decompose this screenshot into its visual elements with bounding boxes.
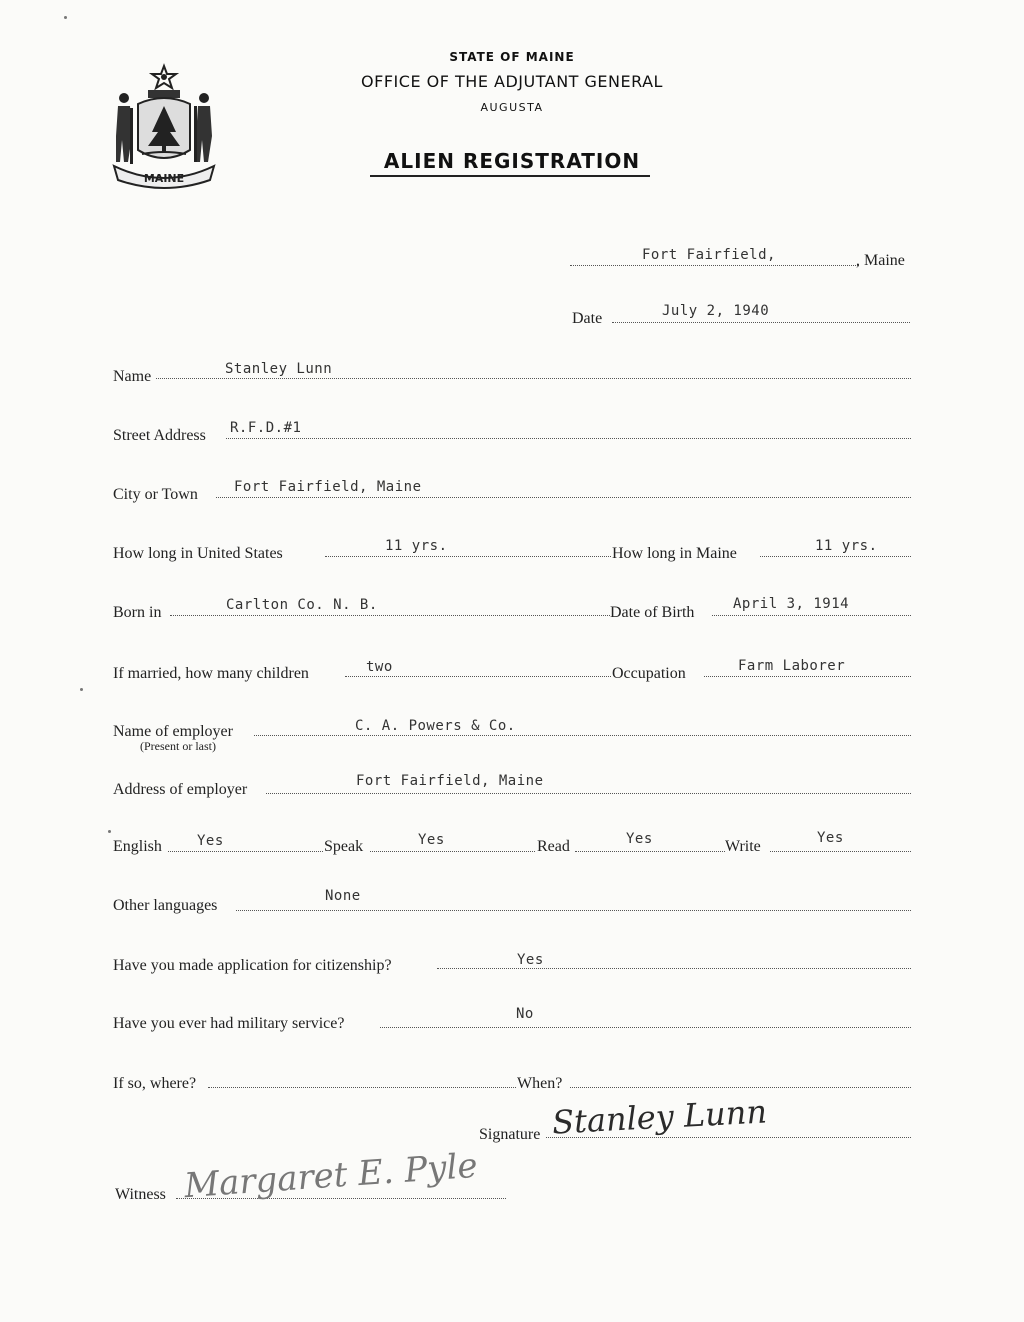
english-line (168, 851, 323, 852)
name-value: Stanley Lunn (225, 361, 333, 377)
street-address-value: R.F.D.#1 (230, 420, 302, 436)
state-heading: STATE OF MAINE (449, 50, 575, 64)
citizenship-value: Yes (517, 952, 544, 968)
other-languages-line (236, 910, 911, 911)
occupation-line (704, 676, 911, 677)
how-long-us-value: 11 yrs. (385, 538, 448, 554)
place-value: Fort Fairfield, (642, 247, 776, 263)
title-underline (370, 175, 650, 177)
born-in-value: Carlton Co. N. B. (226, 597, 378, 613)
occupation-value: Farm Laborer (738, 658, 846, 674)
city-town-label: City or Town (113, 486, 198, 503)
date-line (612, 322, 910, 323)
scan-speck (108, 830, 111, 833)
english-value: Yes (197, 833, 224, 849)
where-line (208, 1087, 516, 1088)
name-label: Name (113, 368, 152, 385)
name-line (156, 378, 911, 379)
write-label: Write (725, 838, 761, 855)
employer-name-label: Name of employer (113, 723, 233, 740)
employer-address-value: Fort Fairfield, Maine (356, 773, 544, 789)
office-heading: OFFICE OF THE ADJUTANT GENERAL (361, 72, 663, 91)
date-of-birth-value: April 3, 1914 (733, 596, 850, 612)
signature-label: Signature (479, 1126, 541, 1143)
scan-speck (80, 688, 83, 691)
read-label: Read (537, 838, 570, 855)
citizenship-line (437, 968, 911, 969)
occupation-label: Occupation (612, 665, 686, 682)
read-value: Yes (626, 831, 653, 847)
speak-value: Yes (418, 832, 445, 848)
born-in-line (170, 615, 610, 616)
applicant-signature: Stanley Lunn (551, 1092, 768, 1142)
when-line (570, 1087, 911, 1088)
where-label: If so, where? (113, 1075, 197, 1092)
write-value: Yes (817, 830, 844, 846)
witness-signature: Margaret E. Pyle (182, 1145, 479, 1207)
city-heading: AUGUSTA (480, 101, 544, 114)
date-label: Date (572, 310, 603, 327)
how-long-maine-label: How long in Maine (612, 545, 737, 562)
citizenship-label: Have you made application for citizenship? (113, 957, 392, 974)
children-value: two (366, 659, 393, 675)
military-value: No (516, 1006, 534, 1022)
speak-label: Speak (324, 838, 364, 855)
scan-speck (64, 16, 67, 19)
write-line (770, 851, 911, 852)
how-long-maine-line (760, 556, 911, 557)
witness-label: Witness (115, 1186, 166, 1203)
other-languages-value: None (325, 888, 361, 904)
city-town-line (216, 497, 911, 498)
date-of-birth-line (712, 615, 911, 616)
employer-note: (Present or last) (140, 739, 216, 753)
city-town-value: Fort Fairfield, Maine (234, 479, 422, 495)
employer-address-line (266, 793, 911, 794)
military-line (380, 1027, 911, 1028)
how-long-us-line (325, 556, 611, 557)
date-of-birth-label: Date of Birth (610, 604, 695, 621)
maine-label: , Maine (856, 252, 905, 269)
employer-name-line (254, 735, 911, 736)
page-title: ALIEN REGISTRATION (383, 149, 641, 173)
english-label: English (113, 838, 162, 855)
when-label: When? (517, 1075, 563, 1092)
place-line (570, 265, 858, 266)
employer-name-value: C. A. Powers & Co. (355, 718, 516, 734)
how-long-maine-value: 11 yrs. (815, 538, 878, 554)
employer-address-label: Address of employer (113, 781, 248, 798)
children-label: If married, how many children (113, 665, 309, 682)
street-address-label: Street Address (113, 427, 206, 444)
other-languages-label: Other languages (113, 897, 218, 914)
read-line (575, 851, 725, 852)
date-value: July 2, 1940 (662, 303, 770, 319)
born-in-label: Born in (113, 604, 162, 621)
how-long-us-label: How long in United States (113, 545, 283, 562)
seal-banner-text: MAINE (143, 172, 185, 185)
military-label: Have you ever had military service? (113, 1015, 345, 1032)
children-line (345, 676, 611, 677)
speak-line (370, 851, 535, 852)
street-address-line (226, 438, 911, 439)
